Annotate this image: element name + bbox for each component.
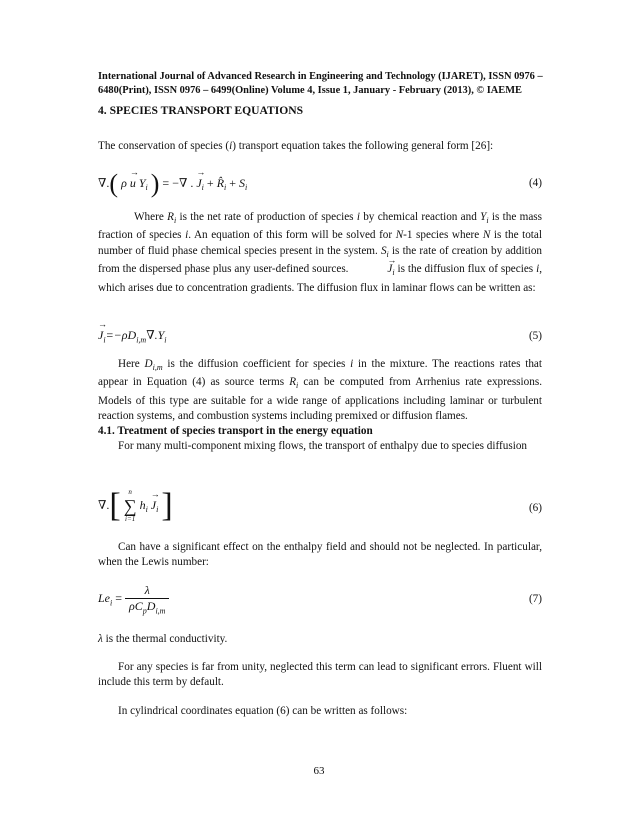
subsection-block: [98, 424, 542, 454]
equals-minus-nabla: = −∇ .: [162, 175, 194, 190]
journal-header-line-2: 6480(Print), ISSN 0976 – 6499(Online) Volume 4, Issue 1, January - February (2013), © IAEME: [98, 84, 522, 96]
nabla-symbol: ∇: [98, 175, 107, 190]
flux-vector-J: → J: [351, 262, 392, 277]
text-run: The conservation of species (: [98, 140, 230, 152]
flux-vector-J: → J: [98, 328, 103, 343]
subscript-i: i: [486, 216, 489, 226]
text-run: Where: [134, 211, 168, 223]
subscript-i: i: [224, 183, 227, 193]
subscript-i: i: [296, 381, 299, 391]
subscript-i: i: [145, 505, 148, 515]
paragraph-conservation: [98, 139, 542, 154]
equation-number-5: (5): [528, 330, 542, 342]
paragraph-here-dim: [98, 357, 542, 424]
text-run: is the net rate of production of species: [176, 211, 357, 223]
sigma-symbol: ∑: [123, 496, 137, 516]
subscript-i: i: [392, 268, 395, 278]
enthalpy-h: h: [139, 497, 146, 512]
dot-operator: .: [106, 175, 110, 190]
symbol-i: i: [356, 211, 360, 223]
velocity-vector: → u: [130, 176, 136, 191]
nabla-dot: ∇.: [98, 497, 110, 512]
text-run: is the diffusion flux of species: [394, 263, 537, 276]
numerator-lambda: λ: [125, 583, 169, 599]
subscript-i: i: [245, 183, 248, 193]
left-paren: (: [109, 169, 119, 198]
symbol-N: N: [395, 229, 404, 242]
text-run: , which arises due to concentration gradients. The diffusion flux in laminar flows can be written as:: [98, 263, 542, 294]
symbol-i: i: [185, 229, 189, 242]
text-run: -1 species where: [403, 229, 483, 242]
subscript-i: i: [156, 505, 159, 515]
paragraph-cylindrical: In cylindrical coordinates equation (6) can be written as follows:: [118, 705, 408, 717]
subscript-p: p: [142, 606, 147, 616]
equation-number-4: (4): [528, 177, 542, 189]
equals-sign: =: [115, 590, 123, 605]
text-run: Here: [118, 358, 145, 370]
subscript-im: i,m: [136, 335, 147, 345]
subscript-i: i: [110, 598, 113, 608]
equation-7-body: [98, 583, 169, 615]
paragraph-lambda: [98, 632, 542, 647]
text-run: is the diffusion coefficient for species: [162, 358, 351, 370]
plus-operator: +: [229, 175, 237, 190]
text-run: . An equation of this form will be solved for: [188, 229, 396, 242]
right-paren: ): [150, 169, 160, 198]
equation-7: [98, 583, 542, 625]
subscript-i: i: [164, 335, 167, 345]
paragraph-far-from-unity: For any species is far from unity, neglected this term can lead to significant errors. Fluent will include this term by default.: [98, 661, 542, 689]
symbol-S: S: [380, 244, 387, 257]
text-run: is the total number of fluid phase chemical species present in the system.: [98, 229, 542, 257]
rho-symbol: ρ: [121, 175, 127, 190]
paragraph-where-ri: [98, 210, 542, 296]
equation-5-body: [98, 328, 166, 344]
equation-number-6: (6): [528, 502, 542, 514]
section-title: 4. SPECIES TRANSPORT EQUATIONS: [98, 104, 304, 117]
symbol-i: i: [536, 263, 540, 276]
subsection-title: 4.1. Treatment of species transport in the energy equation: [98, 425, 373, 437]
summation: [124, 488, 137, 524]
text-run: in the mixture. The reactions rates that appear in Equation (4) as source terms: [98, 358, 542, 389]
subscript-i: i: [386, 249, 389, 259]
text-run: is the thermal conductivity.: [102, 633, 228, 645]
sum-lower-limit: i=1: [125, 515, 136, 523]
subscript-im: i,m: [152, 363, 163, 373]
equation-6-body: [98, 488, 173, 524]
symbol-R: R: [167, 211, 174, 223]
text-run: by chemical reaction and: [359, 211, 481, 223]
symbol-i: i: [229, 140, 233, 152]
right-bracket: ]: [161, 487, 173, 524]
subscript-i: i: [201, 183, 204, 193]
text-run: is the mass fraction of species: [98, 211, 542, 242]
equation-6: [98, 488, 542, 532]
minus-rho-D: =−ρD: [105, 328, 137, 342]
symbol-N: N: [482, 229, 491, 242]
symbol-R: R: [289, 376, 297, 389]
subscript-i: i: [103, 335, 106, 345]
equation-4-body: [98, 171, 247, 197]
flux-vector-J: → J: [196, 176, 201, 191]
page-number: 63: [313, 765, 325, 777]
symbol-D: D: [146, 599, 156, 613]
equation-number-7: (7): [528, 593, 542, 605]
symbol-Y: Y: [480, 211, 487, 223]
gradient-Y: ∇.Y: [146, 328, 165, 342]
equation-4: [98, 167, 542, 207]
subscript-i: i: [145, 183, 148, 193]
lewis-number-Le: Le: [98, 590, 110, 605]
journal-header-line-1: International Journal of Advanced Research in Engineering and Technology (IJARET), ISSN 0976 –: [98, 71, 543, 82]
fraction: [125, 583, 169, 615]
rho-C: ρC: [129, 599, 143, 613]
symbol-D: D: [144, 358, 153, 370]
mass-fraction-Y: Y: [138, 175, 146, 190]
symbol-i: i: [350, 358, 354, 370]
text-run: can be computed from Arrhenius rate expressions. Models of this type are suitable for a wide range of applications including laminar or turbulent reaction systems, and combustion systems including premixed or diffusion flames.: [98, 376, 542, 423]
source-S: S: [239, 175, 246, 190]
symbol-lambda: λ: [98, 633, 103, 645]
left-bracket: [: [109, 487, 121, 524]
equation-5: [98, 322, 542, 362]
denominator: [125, 599, 169, 615]
journal-header: [98, 70, 543, 97]
paragraph-multicomponent: For many multi-component mixing flows, the transport of enthalpy due to species diffusion: [118, 440, 528, 453]
text-run: ) transport equation takes the following general form [26]:: [232, 140, 494, 152]
text-run: is the rate of creation by addition from the dispersed phase plus any user-defined sources.: [98, 244, 543, 276]
sum-upper-limit: n: [128, 488, 132, 496]
paragraph-enthalpy-effect: Can have a significant effect on the enthalpy field and should not be neglected. In particular, when the Lewis number:: [98, 541, 542, 569]
subscript-i: i: [173, 216, 177, 226]
flux-vector-J: → J: [151, 498, 156, 513]
subscript-im: i,m: [155, 606, 166, 616]
plus-operator: +: [206, 175, 214, 190]
rate-R-hat: R̂: [216, 175, 225, 190]
